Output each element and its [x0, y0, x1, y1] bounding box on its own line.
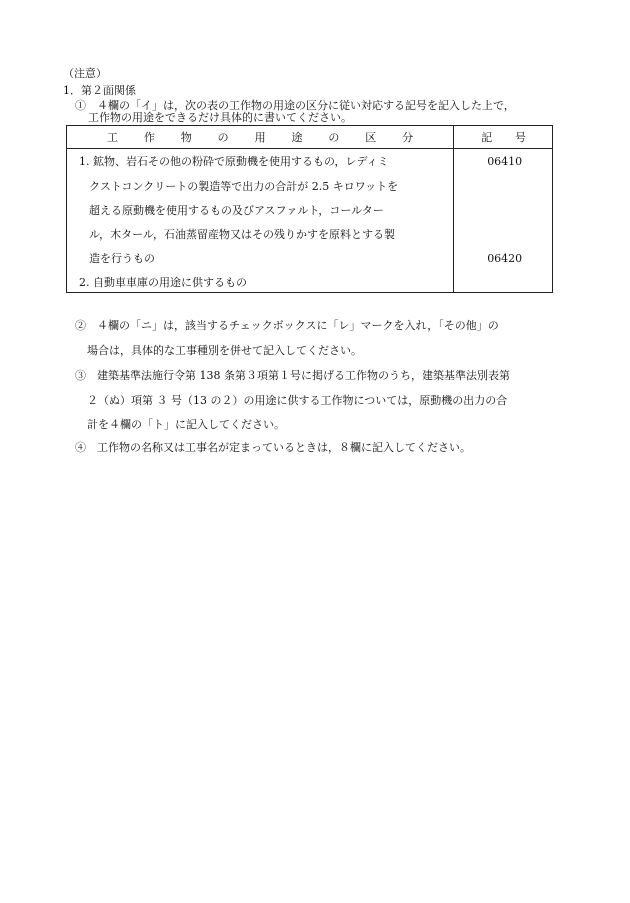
header-char: 工 [107, 131, 118, 144]
row1-code: 06410 [487, 155, 523, 168]
notice-heading: （注意） [63, 67, 107, 80]
header-char: 途 [291, 131, 303, 144]
section-title: 1．第２面関係 [63, 84, 136, 97]
table-body-row [67, 149, 553, 293]
code-cell [454, 149, 553, 293]
header-char: 分 [402, 131, 414, 144]
item1-line1: ① ４欄の「イ」は，次の表の工作物の用途の区分に従い対応する記号を記入した上で， [75, 99, 515, 112]
note3-line1: ③ 建築基準法施行令第 138 条第３項第１号に掲げる工作物のうち，建築基準法別表第 [75, 369, 510, 382]
note3-line3: 計を４欄の「ト」に記入してください。 [87, 418, 285, 431]
row1-line: 造を行うもの [89, 252, 155, 265]
header-usage-category [67, 126, 454, 149]
item1-line2: 工作物の用途をできるだけ具体的に書いてください。 [88, 111, 352, 124]
header-char: 作 [143, 131, 155, 144]
header-char: 記 [481, 131, 493, 144]
header-char: の [217, 131, 229, 144]
header-code [454, 126, 553, 149]
usage-cell [67, 149, 454, 293]
row2-line: 2. 自動車車庫の用途に供するもの [79, 276, 247, 289]
header-char: 用 [254, 131, 266, 144]
note4-line1: ④ 工作物の名称又は工事名が定まっているときは，８欄に記入してください。 [75, 441, 471, 454]
note2-line1: ② ４欄の「ニ」は，該当するチェックボックスに「レ」マークを入れ，「その他」の [75, 319, 499, 332]
header-char: の [328, 131, 340, 144]
note3-line2: ２（ぬ）項第 ３ 号（13 の２）の用途に供する工作物については，原動機の出力の合 [87, 394, 508, 407]
row1-line: 1. 鉱物、岩石その他の粉砕で原動機を使用するもの，レディミ [79, 155, 389, 168]
header-char: 区 [365, 131, 377, 144]
note2-line2: 場合は，具体的な工事種別を併せて記入してください。 [87, 344, 362, 357]
table-header-row [67, 126, 553, 149]
row1-line: ル，木タール，石油蒸留産物又はその残りかすを原料とする製 [89, 228, 396, 241]
header-char: 物 [180, 131, 192, 144]
row1-line: 超える原動機を使用するもの及びアスファルト，コールター [89, 204, 384, 217]
usage-code-table [66, 125, 553, 293]
row1-line: クストコンクリートの製造等で出力の合計が 2.5 キロワットを [89, 180, 399, 193]
header-char: 号 [515, 131, 526, 144]
row2-code: 06420 [487, 252, 523, 265]
